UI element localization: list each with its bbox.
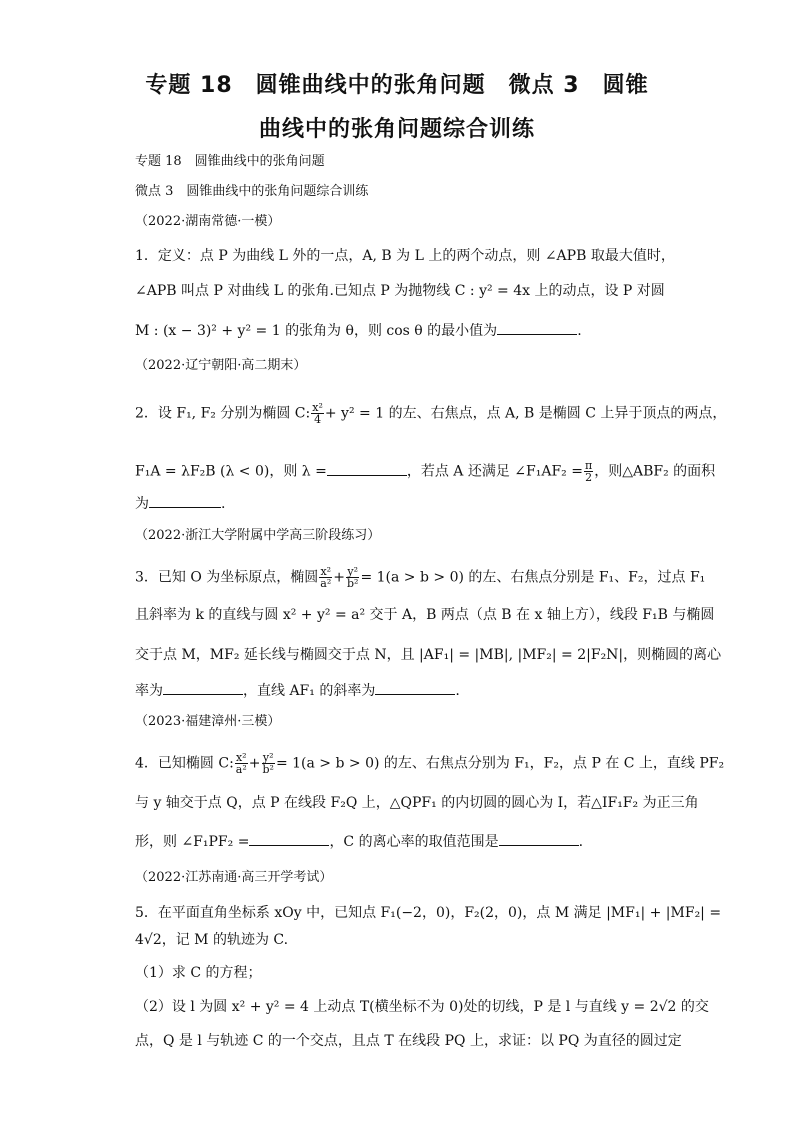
q3-line-4 — [135, 682, 460, 700]
q2-line-3a: 为 — [135, 496, 149, 512]
q2-line-1 — [135, 402, 726, 425]
q3-line-4a: 率为 — [135, 683, 163, 699]
q4-range-blank[interactable] — [499, 833, 579, 846]
q1-source: （2022·湖南常德·一模） — [135, 214, 281, 229]
q2-fraction: $\frac{\text{x²}}{4}$ — [312, 401, 323, 426]
q4-line-3c: . — [578, 834, 584, 850]
q2-line-2c: ，则△ABF₂ 的面积 — [594, 463, 716, 480]
q1-line-3-end: . — [577, 323, 582, 339]
q4-angle-blank[interactable] — [249, 833, 329, 846]
q3-line-4b: ，直线 AF₁ 的斜率为 — [243, 683, 376, 699]
q1-line-2: ∠APB 叫点 P 对曲线 L 的张角.已知点 P 为抛物线 C : y² = 4x 上的动点，设 P 对圆 — [135, 283, 665, 299]
q3-plus: + — [333, 569, 345, 586]
q4-line-1a: 4．已知椭圆 C: — [135, 755, 234, 772]
q4-fraction-y: $\frac{\text{y²}}{\text{b²}}$ — [262, 751, 274, 776]
q3-fraction-y: $\frac{\text{y²}}{\text{b²}}$ — [347, 565, 359, 590]
q3-line-1b: = 1(a > b > 0) 的左、右焦点分别是 F₁、F₂，过点 F₁ — [360, 569, 706, 586]
micro-header: 微点 3 圆锥曲线中的张角问题综合训练 — [135, 184, 369, 199]
q3-slope-blank[interactable] — [375, 682, 455, 695]
topic-header: 专题 18 圆锥曲线中的张角问题 — [135, 154, 325, 169]
q5-part-2b: 点，Q 是 l 与轨迹 C 的一个交点，且点 T 在线段 PQ 上，求证：以 PQ 为直径的圆过定 — [135, 1033, 682, 1049]
page-title-line-1: 专题 18 圆锥曲线中的张角问题 微点 3 圆锥 — [145, 73, 649, 98]
q4-line-1 — [135, 752, 724, 775]
q5-source: （2022·江苏南通·高三开学考试） — [135, 870, 333, 885]
q5-line-2: 4√2，记 M 的轨迹为 C. — [135, 932, 289, 948]
q2-line-3 — [135, 495, 225, 513]
q4-line-1b: = 1(a > b > 0) 的左、右焦点分别为 F₁，F₂，点 P 在 C 上，直线 PF₂ — [275, 755, 725, 772]
q2-line-2b: ，若点 A 还满足 ∠F₁AF₂ = — [406, 463, 583, 480]
q1-line-3-text: M : (x − 3)² + y² = 1 的张角为 θ，则 cos θ 的最小值为 — [135, 323, 498, 339]
q3-source: （2022·浙江大学附属中学高三阶段练习） — [135, 528, 381, 543]
q3-line-1a: 3．已知 O 为坐标原点，椭圆 — [135, 569, 319, 586]
q3-line-1 — [135, 566, 705, 589]
q1-line-1: 1．定义：点 P 为曲线 L 外的一点，A, B 为 L 上的两个动点，则 ∠APB 取最大值时， — [135, 248, 675, 264]
q4-line-3b: ，C 的离心率的取值范围是 — [329, 834, 499, 850]
q2-line-2 — [135, 460, 715, 483]
q4-line-3a: 形，则 ∠F₁PF₂ = — [135, 834, 250, 850]
page-title-line-2: 曲线中的张角问题综合训练 — [258, 117, 535, 142]
q2-line-1b: + y² = 1 的左、右焦点，点 A, B 是椭圆 C 上异于顶点的两点， — [324, 405, 727, 422]
q4-line-3 — [135, 833, 583, 851]
q2-pi-fraction: $\frac{\pi}{2}$ — [584, 459, 593, 484]
q3-line-4c: . — [455, 683, 460, 699]
q4-fraction-x: $\frac{\text{x²}}{\text{a²}}$ — [235, 751, 247, 776]
q2-line-1a: 2．设 F₁, F₂ 分别为椭圆 C: — [135, 405, 311, 422]
q2-source: （2022·辽宁朝阳·高二期末） — [135, 358, 307, 373]
q4-line-2: 与 y 轴交于点 Q，点 P 在线段 F₂Q 上，△QPF₁ 的内切圆的圆心为 I，若△IF₁F₂ 为正三角 — [135, 795, 699, 811]
q2-lambda-blank[interactable] — [327, 463, 407, 476]
q1-answer-blank[interactable] — [497, 322, 577, 335]
q4-source: （2023·福建漳州·三模） — [135, 714, 281, 729]
q4-plus: + — [248, 755, 261, 772]
q2-line-3b: . — [221, 496, 226, 512]
q2-line-2a: F₁A = λF₂B (λ < 0)，则 λ = — [135, 463, 327, 480]
q5-part-2a: （2）设 l 为圆 x² + y² = 4 上动点 T(横坐标不为 0)处的切线，P 是 l 与直线 y = 2√2 的交 — [135, 999, 709, 1015]
q3-fraction-x: $\frac{\text{x²}}{\text{a²}}$ — [320, 565, 332, 590]
q5-part-1: （1）求 C 的方程； — [135, 965, 262, 981]
q2-area-blank[interactable] — [149, 495, 221, 508]
q5-line-1: 5．在平面直角坐标系 xOy 中，已知点 F₁(−2，0)，F₂(2，0)，点 M 满足 |MF₁| + |MF₂| = — [135, 905, 722, 921]
q1-line-3 — [135, 322, 582, 340]
q3-line-2: 且斜率为 k 的直线与圆 x² + y² = a² 交于 A，B 两点（点 B 在 x 轴上方），线段 F₁B 与椭圆 — [135, 607, 715, 623]
q3-line-3: 交于点 M，MF₂ 延长线与椭圆交于点 N，且 |AF₁| = |MB|, |MF₂| = 2|F₂N|，则椭圆的离心 — [135, 647, 722, 663]
q3-eccentricity-blank[interactable] — [163, 682, 243, 695]
